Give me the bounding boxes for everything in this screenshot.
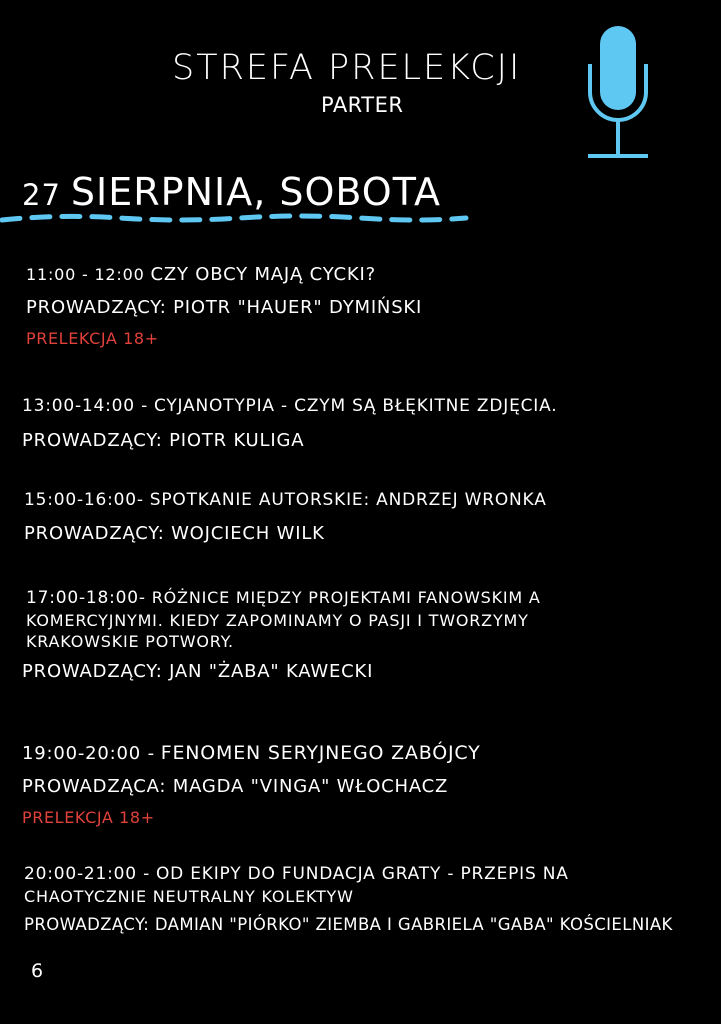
event-line [26, 588, 541, 608]
page-number: 6 [31, 960, 44, 982]
page-title: STREFA PRELEKCJI [172, 48, 522, 88]
event-time: 15:00-16:00- [24, 490, 144, 510]
microphone-icon [586, 24, 650, 160]
event-badge: PRELEKCJA 18+ [22, 808, 155, 827]
event-host: PROWADZĄCY: PIOTR "HAUER" DYMIŃSKI [26, 297, 423, 318]
event-line [24, 864, 569, 884]
event-title-line: OD EKIPY DO FUNDACJA GRATY - PRZEPIS NA [155, 864, 569, 884]
date-text: SIERPNIA, SOBOTA [70, 170, 441, 214]
event-host: PROWADZĄCY: DAMIAN "PIÓRKO" ZIEMBA I GABRIELA "GABA" KOŚCIELNIAK [24, 915, 673, 934]
event-title: FENOMEN SERYJNEGO ZABÓJCY [160, 742, 481, 764]
event-title-line: RÓŻNICE MIĘDZY PROJEKTAMI FANOWSKIM A [151, 588, 541, 607]
event-title-line: CHAOTYCZNIE NEUTRALNY KOLEKTYW [24, 887, 354, 906]
event-time: 20:00-21:00 - [24, 864, 151, 884]
event-title-line: KRAKOWSKIE POTWORY. [26, 632, 234, 651]
event-host: PROWADZĄCA: MAGDA "VINGA" WŁOCHACZ [22, 776, 449, 797]
date-day: 27 [22, 178, 61, 212]
event-time: 17:00-18:00- [26, 588, 146, 608]
page-subtitle: PARTER [321, 93, 404, 117]
event-line [24, 490, 547, 510]
event-host: PROWADZĄCY: PIOTR KULIGA [22, 430, 305, 451]
event-line [22, 396, 557, 416]
wavy-dashed-underline [0, 206, 470, 228]
event-host: PROWADZĄCY: WOJCIECH WILK [24, 523, 325, 544]
event-title: CZY OBCY MAJĄ CYCKI? [150, 264, 376, 285]
event-host: PROWADZĄCY: JAN "ŻABA" KAWECKI [22, 661, 374, 682]
event-time: 13:00-14:00 - [22, 396, 149, 416]
event-time: 19:00-20:00 - [22, 743, 155, 764]
event-title-line: KOMERCYJNYMI. KIEDY ZAPOMINAMY O PASJI I TWORZYMY [26, 611, 529, 630]
event-badge: PRELEKCJA 18+ [26, 329, 159, 348]
event-line [22, 742, 481, 764]
event-line [26, 264, 376, 285]
event-title: CYJANOTYPIA - CZYM SĄ BŁĘKITNE ZDJĘCIA. [153, 396, 558, 416]
event-time: 11:00 - 12:00 [26, 265, 145, 284]
event-title: SPOTKANIE AUTORSKIE: ANDRZEJ WRONKA [149, 490, 547, 510]
